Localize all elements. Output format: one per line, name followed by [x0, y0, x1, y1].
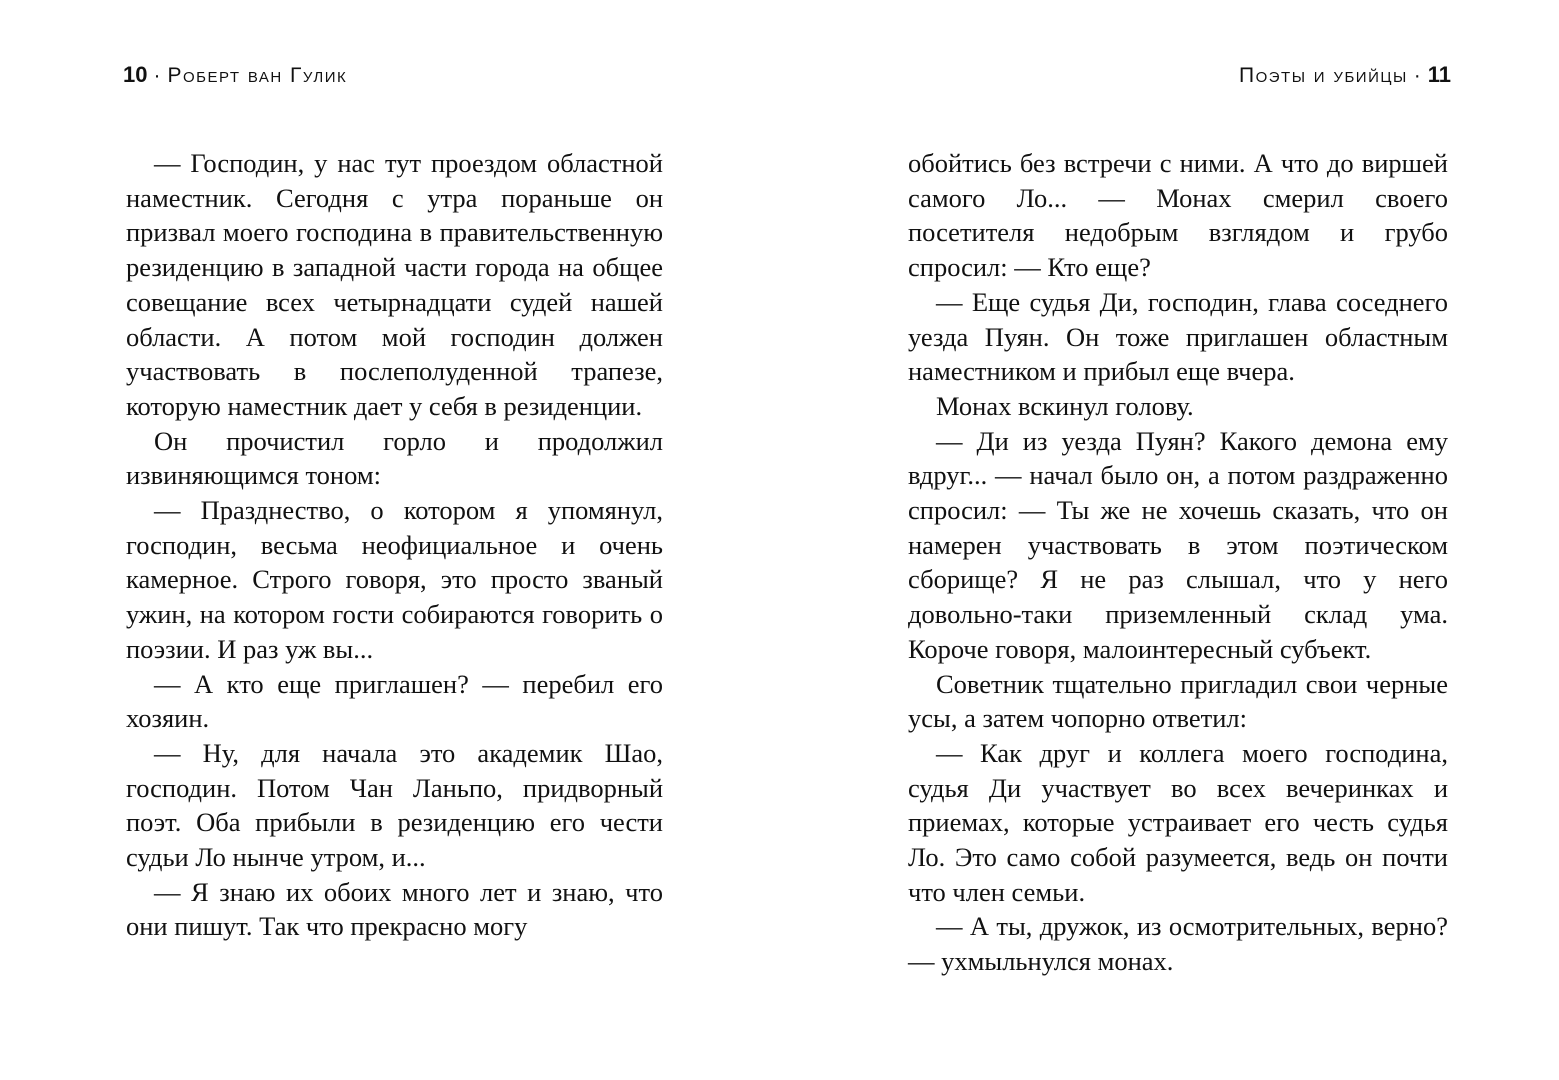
- right-page-number: 11: [1427, 62, 1451, 87]
- left-running-head: [123, 62, 347, 88]
- book-title: Поэты и убийцы: [1238, 64, 1408, 87]
- paragraph: — Празднество, о котором я упомянул, господин, весьма неофициальное и очень камерное. Строго говоря, это просто званый ужин, на котором гости собираются говорить о поэзии. И раз уж вы...: [126, 495, 663, 664]
- right-separator: ·: [1413, 64, 1422, 87]
- paragraph: — А ты, дружок, из осмотрительных, верно? — ухмыльнулся монах.: [908, 911, 1448, 977]
- paragraph: — Ди из уезда Пуян? Какого демона ему вдруг... — начал было он, а потом раздраженно спросил: — Ты же не хочешь сказать, что он намерен участвовать в этом поэтическом сборище? Я не раз слышал, что у него довольно-таки приземленный склад ума. Короче говоря, малоинтересный субъект.: [908, 425, 1448, 664]
- paragraph: — Как друг и коллега моего господина, судья Ди участвует во всех вечеринках и приемах, которые устраивает его честь судья Ло. Это само собой разумеется, ведь он почти что член семьи.: [908, 737, 1448, 907]
- right-running-head: [1239, 62, 1451, 88]
- right-page: [780, 0, 1559, 1080]
- paragraph: — Господин, у нас тут проездом областной наместник. Сегодня с утра пораньше он призвал моего господина в правительственную резиденцию в западной части города на общее совещание всех четырнадцати судей нашей области. А потом мой господин должен участвовать в послеполуденной трапезе, которую наместник дает у себя в резиденции.: [126, 148, 663, 421]
- left-separator: ·: [153, 64, 162, 87]
- right-text-block: [908, 146, 1448, 979]
- paragraph: обойтись без встречи с ними. А что до виршей самого Ло... — Монах смерил своего посетителя недобрым взглядом и грубо спросил: — Кто еще?: [908, 148, 1448, 283]
- paragraph: Он прочистил горло и продолжил извиняющимся тоном:: [126, 425, 663, 491]
- author-name: Роберт ван Гулик: [167, 64, 348, 87]
- left-text-block: [126, 146, 663, 944]
- paragraph: — Ну, для начала это академик Шао, господин. Потом Чан Ланьпо, придворный поэт. Оба прибыли в резиденцию его чести судьи Ло нынче утром, и...: [126, 737, 663, 873]
- paragraph: Монах вскинул голову.: [936, 390, 1194, 421]
- paragraph: — Еще судья Ди, господин, глава соседнего уезда Пуян. Он тоже приглашен областным наместником и прибыл еще вчера.: [908, 286, 1448, 387]
- paragraph: Советник тщательно пригладил свои черные усы, а затем чопорно ответил:: [908, 668, 1448, 734]
- paragraph: — А кто еще приглашен? — перебил его хозяин.: [126, 668, 663, 734]
- paragraph: — Я знаю их обоих много лет и знаю, что они пишут. Так что прекрасно могу: [126, 876, 663, 942]
- left-page-number: 10: [123, 62, 148, 87]
